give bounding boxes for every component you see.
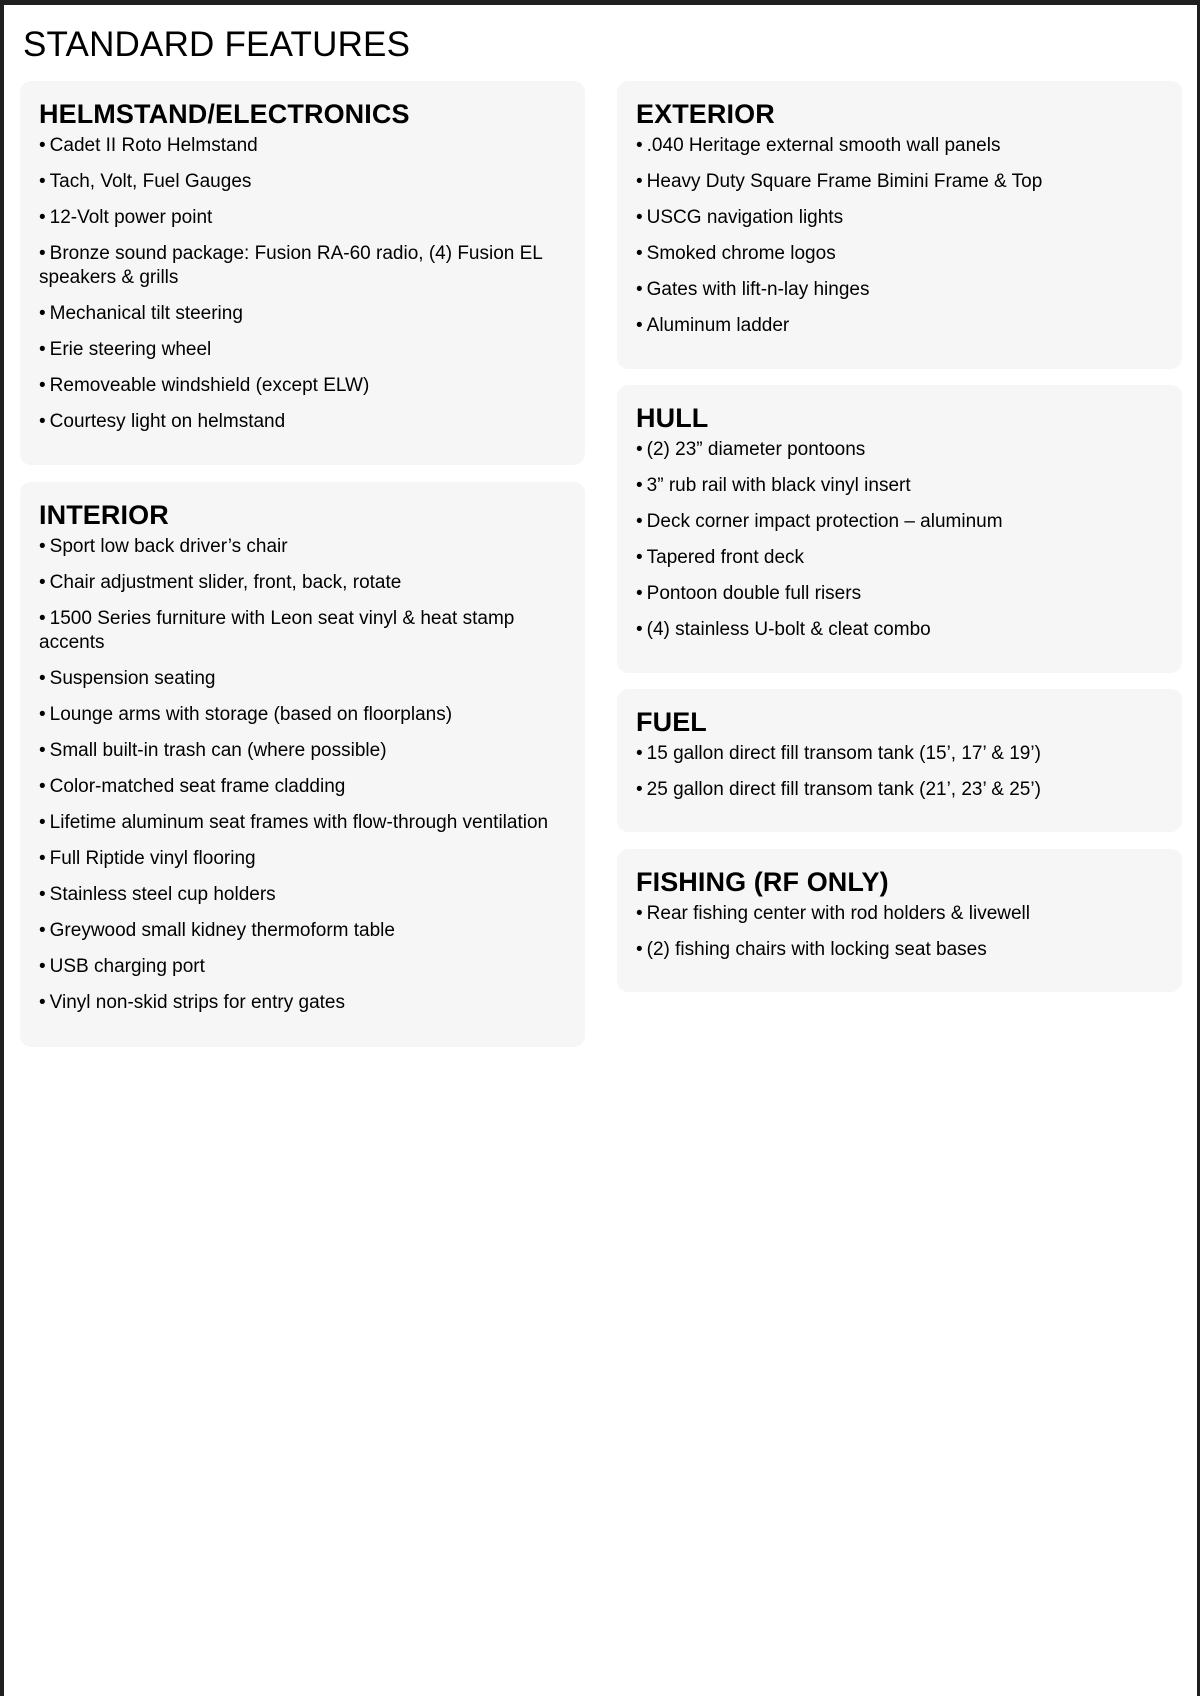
feature-text: Pontoon double full risers [646,583,862,604]
bullet: • [39,572,46,593]
feature-text: (2) fishing chairs with locking seat bases [646,939,987,960]
feature-text: Vinyl non-skid strips for entry gates [49,992,345,1013]
feature-list [636,742,1162,802]
bullet: • [39,411,46,432]
feature-text: 3” rub rail with black vinyl insert [646,475,911,496]
feature-text: USB charging port [49,956,205,977]
section-title: FISHING (RF ONLY) [636,867,889,897]
feature-item [39,302,565,326]
feature-text: Bronze sound package: Fusion RA-60 radio, (4) Fusion EL speakers & grills [39,243,543,288]
feature-text: Rear fishing center with rod holders & livewell [646,903,1030,924]
feature-item [636,582,1162,606]
feature-text: (4) stainless U-bolt & cleat combo [646,619,931,640]
feature-text: Erie steering wheel [49,339,212,360]
feature-item [636,510,1162,534]
section-title: EXTERIOR [636,99,775,129]
feature-text: Lifetime aluminum seat frames with flow-through ventilation [49,812,549,833]
bullet: • [39,992,46,1013]
feature-text: Courtesy light on helmstand [49,411,286,432]
feature-list [39,134,565,434]
feature-item [39,883,565,907]
feature-item [39,571,565,595]
feature-text: Lounge arms with storage (based on floorplans) [49,704,453,725]
section-title: HULL [636,403,709,433]
feature-text: USCG navigation lights [646,207,844,228]
bullet: • [39,920,46,941]
feature-text: 1500 Series furniture with Leon seat vinyl & heat stamp accents [39,608,515,653]
feature-text: Smoked chrome logos [646,243,836,264]
exterior-card [617,81,1182,369]
feature-item [39,242,565,290]
feature-text: Small built-in trash can (where possible) [49,740,387,761]
bullet: • [39,956,46,977]
bullet: • [39,207,46,228]
feature-item [39,847,565,871]
feature-item [39,739,565,763]
bullet: • [636,779,643,800]
bullet: • [39,884,46,905]
bullet: • [39,740,46,761]
feature-item [39,535,565,559]
feature-item [39,206,565,230]
bullet: • [39,812,46,833]
feature-text: Deck corner impact protection – aluminum [646,511,1003,532]
feature-text: Greywood small kidney thermoform table [49,920,395,941]
bullet: • [39,704,46,725]
feature-list [636,902,1162,962]
feature-item [39,170,565,194]
bullet: • [636,171,643,192]
feature-item [636,314,1162,338]
feature-item [39,374,565,398]
bullet: • [636,743,643,764]
feature-text: 15 gallon direct fill transom tank (15’, 17’ & 19’) [646,743,1041,764]
feature-text: Chair adjustment slider, front, back, rotate [49,572,402,593]
feature-text: Tach, Volt, Fuel Gauges [49,171,252,192]
feature-text: Full Riptide vinyl flooring [49,848,256,869]
feature-text: (2) 23” diameter pontoons [646,439,866,460]
fishing-card [617,849,1182,992]
fuel-card [617,689,1182,832]
feature-text: Tapered front deck [646,547,805,568]
feature-item [636,206,1162,230]
feature-item [636,278,1162,302]
bullet: • [39,848,46,869]
feature-text: Aluminum ladder [646,315,790,336]
feature-item [39,338,565,362]
feature-item [636,242,1162,266]
feature-list [636,134,1162,338]
feature-text: Stainless steel cup holders [49,884,276,905]
feature-list [636,438,1162,642]
feature-item [39,919,565,943]
helmstand-electronics-card [20,81,585,465]
bullet: • [39,776,46,797]
feature-text: Color-matched seat frame cladding [49,776,346,797]
feature-item [39,775,565,799]
feature-item [636,742,1162,766]
bullet: • [636,939,643,960]
section-title: FUEL [636,707,707,737]
bullet: • [636,903,643,924]
bullet: • [39,339,46,360]
feature-item [39,607,565,655]
feature-item [636,938,1162,962]
feature-item [636,902,1162,926]
bullet: • [39,243,46,264]
bullet: • [636,583,643,604]
feature-text: 25 gallon direct fill transom tank (21’, 23’ & 25’) [646,779,1041,800]
interior-card [20,482,585,1047]
feature-item [39,134,565,158]
bullet: • [636,547,643,568]
bullet: • [39,171,46,192]
bullet: • [39,536,46,557]
section-title: HELMSTAND/ELECTRONICS [39,99,410,129]
bullet: • [39,668,46,689]
feature-text: Heavy Duty Square Frame Bimini Frame & Top [646,171,1043,192]
bullet: • [39,135,46,156]
feature-item [636,778,1162,802]
bullet: • [636,511,643,532]
feature-text: Gates with lift-n-lay hinges [646,279,870,300]
bullet: • [39,303,46,324]
bullet: • [636,135,643,156]
bullet: • [636,619,643,640]
feature-item [636,134,1162,158]
bullet: • [636,439,643,460]
feature-item [39,991,565,1015]
feature-item [636,170,1162,194]
hull-card [617,385,1182,673]
feature-text: Mechanical tilt steering [49,303,243,324]
page-title: STANDARD FEATURES [23,25,411,64]
feature-text: Removeable windshield (except ELW) [49,375,370,396]
feature-item [636,438,1162,462]
bullet: • [39,608,46,629]
feature-item [636,546,1162,570]
bullet: • [636,243,643,264]
bullet: • [636,207,643,228]
bullet: • [636,279,643,300]
feature-item [39,955,565,979]
section-title: INTERIOR [39,500,169,530]
feature-text: .040 Heritage external smooth wall panels [646,135,1001,156]
bullet: • [636,475,643,496]
feature-text: Cadet II Roto Helmstand [49,135,258,156]
feature-list [39,535,565,1015]
feature-item [39,667,565,691]
feature-item [636,618,1162,642]
bullet: • [636,315,643,336]
feature-item [39,811,565,835]
feature-text: Suspension seating [49,668,216,689]
feature-text: 12-Volt power point [49,207,213,228]
bullet: • [39,375,46,396]
feature-item [39,410,565,434]
feature-item [636,474,1162,498]
feature-text: Sport low back driver’s chair [49,536,288,557]
feature-item [39,703,565,727]
